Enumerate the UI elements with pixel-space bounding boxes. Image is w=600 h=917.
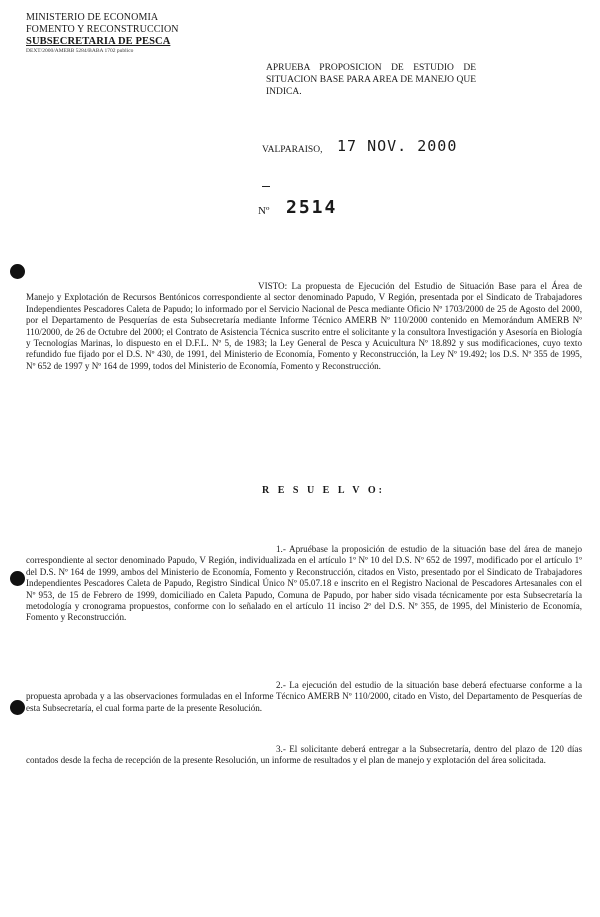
item-1-lead: 1.- Apruébase la proposición de estudio de la: [276, 544, 450, 554]
subsecretariat-name: SUBSECRETARIA DE PESCA: [26, 36, 171, 47]
item-1-text: situación base del área de manejo correspondiente al sector denominado Papudo, V Región, individualizada en el artículo 1º Nº 10 del D.S. Nº 652 de 1997, modificado por el artículo 1º del D.S. Nº 164 de 1999, ambos del Ministerio de Economía, Fomento y Reconstrucción, citados en Visto, presentado por el Sindicato de Trabajadores Independientes Pescadores Caleta de Papudo, Registro Sindical Único Nº 05.07.18 e inscrito en el Registro Nacional de Pescadores Artesanales con el Nº 953, de 15 de Febrero de 1999, domiciliado en Caleta Papudo, Comuna de Papudo, por haber sido visada técnicamente por esta Subsecretaría la metodología y cronograma propuestos, conforme con lo señalado en el artículo 11 inciso 2º del D.S. Nº 355, de 1995, del Ministerio de Economía, Fomento y Reconstrucción.: [26, 544, 582, 623]
resolution-subject: APRUEBA PROPOSICION DE ESTUDIO DE SITUACION BASE PARA AREA DE MANEJO QUE INDICA.: [266, 63, 476, 97]
date-stamp: 17 NOV. 2000: [337, 137, 458, 155]
item-2-text: deberá efectuarse conforme a la propuesta aprobada y a las observaciones formuladas en el Informe Técnico AMERB Nº 110/2000, citado en Visto, del Departamento de Pesquerías de esta Subsecretaría, el cual forma parte de la presente Resolución.: [26, 680, 582, 713]
item-3-text: Subsecretaría, dentro del plazo de 120 días contados desde la fecha de recepción de la presente Resolución, un informe de resultados y el plan de manejo y explotación del área solicitada.: [26, 744, 582, 766]
resolution-item-2: [26, 680, 582, 714]
visto-paragraph: [26, 281, 582, 372]
visto-lead: VISTO:: [258, 281, 288, 291]
ministry-name: MINISTERIO DE ECONOMIA: [26, 12, 159, 23]
resolution-number: 2514: [286, 197, 338, 218]
place-label: VALPARAISO,: [262, 145, 323, 155]
document-reference: DEXT/2000/AMERB 5284/BABA 1702 publico: [26, 48, 134, 54]
punch-hole: [10, 571, 25, 586]
resolution-item-1: [26, 544, 582, 624]
ministry-subtitle: FOMENTO Y RECONSTRUCCION: [26, 24, 179, 35]
visto-text: La propuesta de Ejecución del Estudio de Situación Base para el Área de Manejo y Explotación de Recursos Bentónicos correspondiente al sector denominado Papudo, V Región, presentada por el Sindicato de Trabajadores Independientes Pescadores Caleta de Papudo; lo informado por el Servicio Nacional de Pesca mediante Oficio Nº 1703/2000 de 25 de Agosto del 2000, por el Departamento de Pesquerías de esta Subsecretaría mediante Informe Técnico AMERB Nº 110/2000 contenido en Memorándum AMERB Nº 110/2000, de 26 de Octubre del 2000; el Contrato de Asistencia Técnica suscrito entre el solicitante y la consultora Investigación y Asesoría en Biología y Tecnologías Marinas, lo dispuesto en el D.F.L. Nº 5, de 1983; la Ley General de Pesca y Acuicultura Nº 18.892 y sus modificaciones, cuyo texto refundido fue fijado por el D.S. Nº 430, de 1991, del Ministerio de Economía, Fomento y Reconstrucción, la Ley Nº 19.492; los D.S. Nº 355 de 1995, Nº 652 de 1997 y Nº 164 de 1999, todos del Ministerio de Economía, Fomento y Reconstrucción.: [26, 281, 582, 371]
number-label: Nº: [258, 205, 270, 217]
item-3-lead: 3.- El solicitante deberá entregar a la: [276, 744, 417, 754]
punch-hole: [10, 700, 25, 715]
item-2-lead: 2.- La ejecución del estudio de la situación base: [276, 680, 459, 690]
letterhead: [26, 12, 179, 55]
resuelvo-heading: R E S U E L V O:: [262, 485, 385, 496]
punch-hole: [10, 264, 25, 279]
resolution-item-3: [26, 744, 582, 767]
number-mark: [262, 186, 270, 187]
